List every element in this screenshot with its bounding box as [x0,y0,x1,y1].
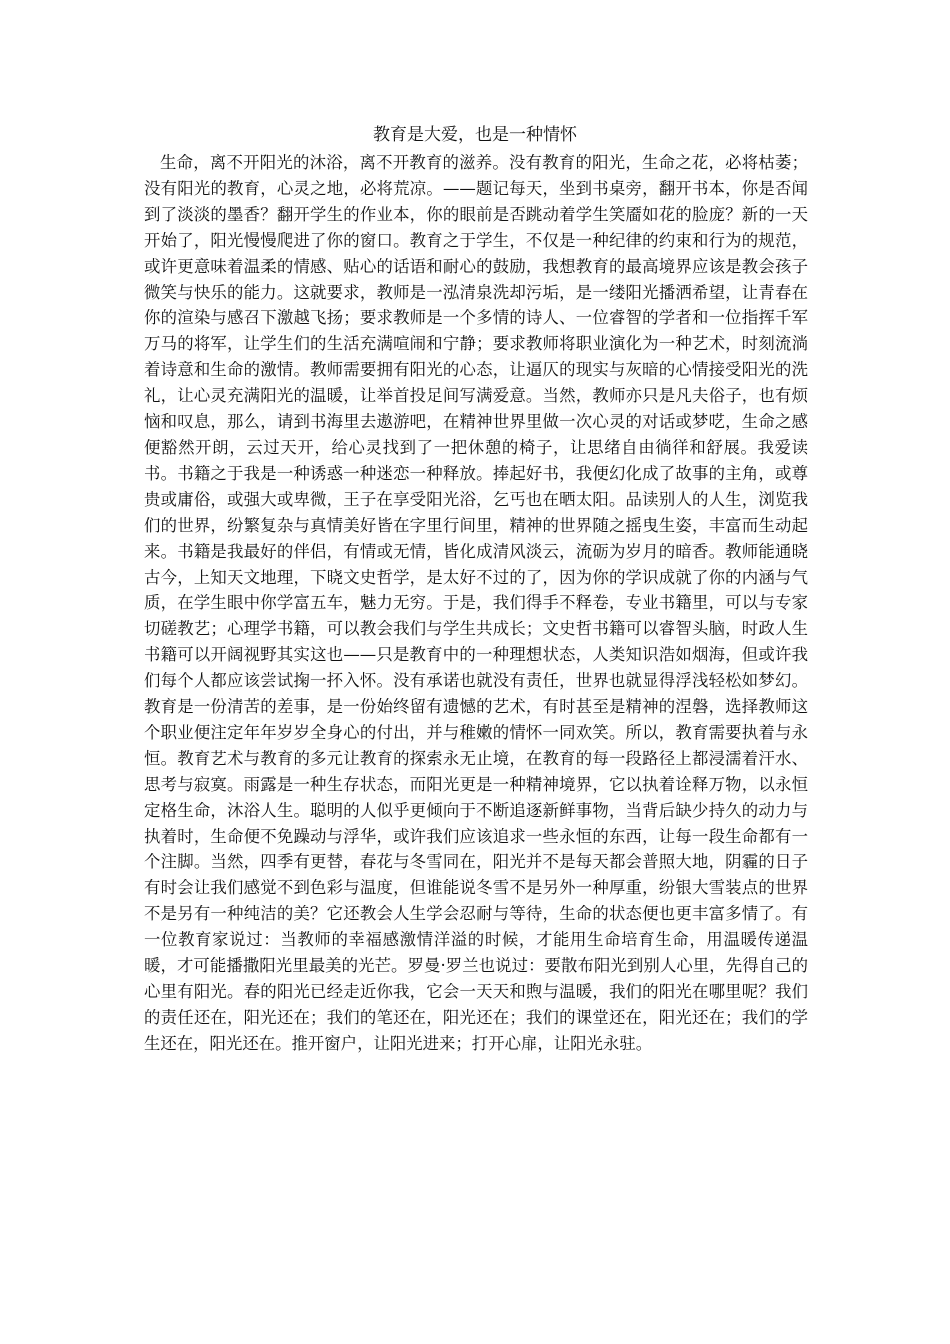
document-title: 教育是大爱，也是一种情怀 [373,125,577,145]
document-body-paragraph: 生命，离不开阳光的沐浴，离不开教育的滋养。没有教育的阳光，生命之花，必将枯萎；没有阳光的教育，心灵之地，必将荒凉。——题记每天，坐到书桌旁，翻开书本，你是否闻到了淡淡的墨香？翻开学生的作业本，你的眼前是否跳动着学生笑靥如花的脸庞？新的一天开始了，阳光慢慢爬进了你的窗口。教育之于学生，不仅是一种纪律的约束和行为的规范，或许更意味着温柔的情感、贴心的话语和耐心的鼓励，我想教育的最高境界应该是教会孩子微笑与快乐的能力。这就要求，教师是一泓清泉洗却污垢，是一缕阳光播洒希望，让青春在你的渲染与感召下激越飞扬；要求教师是一个多情的诗人、一位睿智的学者和一位指挥千军万马的将军，让学生们的生活充满喧闹和宁静；要求教师将职业演化为一种艺术，时刻流淌着诗意和生命的激情。教师需要拥有阳光的心态，让逼仄的现实与灰暗的心情接受阳光的洗礼，让心灵充满阳光的温暖，让举首投足间写满爱意。当然，教师亦只是凡夫俗子，也有烦恼和叹息，那么，请到书海里去遨游吧，在精神世界里做一次心灵的对话或梦呓，生命之感便豁然开朗，云过天开，给心灵找到了一把休憩的椅子，让思绪自由徜徉和舒展。我爱读书。书籍之于我是一种诱惑一种迷恋一种释放。捧起好书，我便幻化成了故事的主角，或尊贵或庸俗，或强大或卑微，王子在享受阳光浴，乞丐也在晒太阳。品读别人的人生，浏览我们的世界，纷繁复杂与真情美好皆在字里行间里，精神的世界随之摇曳生姿，丰富而生动起来。书籍是我最好的伴侣，有情或无情，皆化成清风淡云，流砺为岁月的暗香。教师能通晓古今，上知天文地理，下晓文史哲学，是太好不过的了，因为你的学识成就了你的内涵与气质，在学生眼中你学富五车，魅力无穷。于是，我们得手不释卷，专业书籍里，可以与专家切磋教艺；心理学书籍，可以教会我们与学生共成长；文史哲书籍可以睿智头脑，时政人生书籍可以开阔视野其实这也——只是教育中的一种理想状态，人类知识浩如烟海，但或许我们每个人都应该尝试掬一抔入怀。没有承诺也就没有责任，世界也就显得浮浅轻松如梦幻。教育是一份清苦的差事，是一份始终留有遗憾的艺术，有时甚至是精神的涅磐，选择教师这个职业便注定年年岁岁全身心的付出，并与稚嫩的情怀一同欢笑。所以，教育需要执着与永恒。教育艺术与教育的多元让教育的探索永无止境，在教育的每一段路径上都浸濡着汗水、思考与寂寞。雨露是一种生存状态，而阳光更是一种精神境界，它以执着诠释万物，以永恒定格生命，沐浴人生。聪明的人似乎更倾向于不断追逐新鲜事物，当背后缺少持久的动力与执着时，生命便不免躁动与浮华，或许我们应该追求一些永恒的东西，让每一段生命都有一个注脚。当然，四季有更替，春花与冬雪同在，阳光并不是每天都会普照大地，阴霾的日子有时会让我们感觉不到色彩与温度，但谁能说冬雪不是另外一种厚重，纷银大雪装点的世界不是另有一种纯洁的美？它还教会人生学会忍耐与等待，生命的状态便也更丰富多情了。有一位教育家说过：当教师的幸福感激情洋溢的时候，才能用生命培育生命，用温暖传递温暖，才可能播撒阳光里最美的光芒。罗曼·罗兰也说过：要散布阳光到别人心里，先得自己的心里有阳光。春的阳光已经走近你我，它会一天天和煦与温暖，我们的阳光在哪里呢？我们的责任还在，阳光还在；我们的笔还在，阳光还在；我们的课堂还在，阳光还在；我们的学生还在，阳光还在。推开窗户，让阳光进来；打开心扉，让阳光永驻。 [144,153,808,1053]
